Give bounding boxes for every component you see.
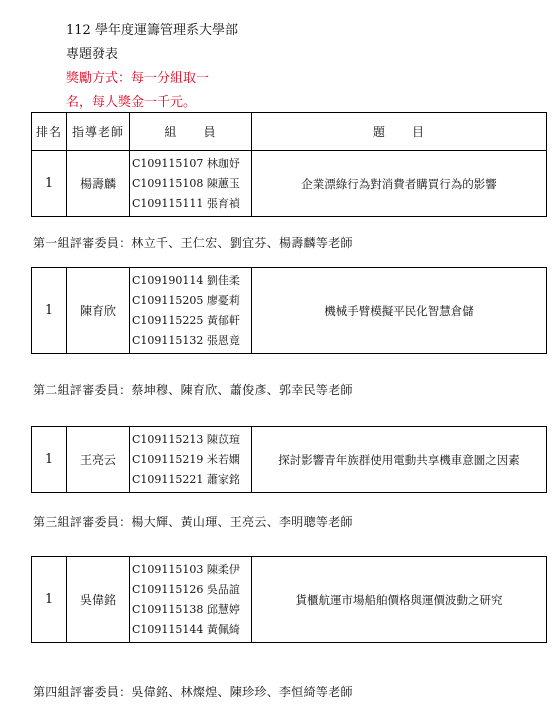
jury-line-group-2: 第二組評審委員：蔡坤穆、陳育欣、蕭俊彥、郭幸民等老師 [33,383,353,397]
member-entry: C109190114 劉佳柔 [132,274,240,287]
members-cell [130,268,252,354]
results-table-group-3 [31,426,547,493]
award-rule-line-1: 獎勵方式：每一分組取一 [66,71,210,86]
advisor-cell: 吳偉銘 [67,557,130,643]
advisor-cell: 王亮云 [67,427,130,493]
table-header-row [32,113,547,151]
rank-cell: 1 [32,151,67,217]
column-header-members: 組 員 [130,113,252,151]
table-row [32,151,547,217]
members-cell [130,151,252,217]
topic-cell: 企業漂綠行為對消費者購買行為的影響 [252,151,547,217]
member-entry: C109115138 邱慧婷 [132,603,240,616]
results-table-group-1 [31,112,547,217]
members-cell [130,557,252,643]
jury-line-group-1: 第一組評審委員：林立千、王仁宏、劉宜芬、楊壽麟等老師 [33,236,353,250]
advisor-cell: 陳育欣 [67,268,130,354]
table-row [32,268,547,354]
doc-title: 112 學年度運籌管理系大學部 [66,23,238,38]
member-entry: C109115126 吳品誼 [132,583,240,596]
column-header-topic: 題 目 [252,113,547,151]
member-entry: C109115107 林珈妤 [132,157,240,170]
member-entry: C109115219 米若嫻 [132,453,240,466]
member-entry: C109115108 陳蕙玉 [132,177,240,190]
column-header-rank: 排名 [32,113,67,151]
member-entry: C109115225 黃郁軒 [132,314,240,327]
rank-cell: 1 [32,427,67,493]
topic-cell: 探討影響青年族群使用電動共享機車意圖之因素 [252,427,547,493]
jury-line-group-3: 第三組評審委員：楊大輝、黃山琿、王亮云、李明聰等老師 [33,515,353,529]
doc-subtitle: 專題發表 [66,47,119,62]
rank-cell: 1 [32,557,67,643]
table-row [32,557,547,643]
member-entry: C109115144 黃佩綺 [132,623,240,636]
member-entry: C109115132 張恩竟 [132,334,240,347]
member-entry: C109115221 蕭家銘 [132,473,240,486]
member-entry: C109115111 張育禎 [132,197,240,210]
member-entry: C109115213 陳苡瑄 [132,433,240,446]
topic-cell: 貨櫃航運市場船舶價格與運價波動之研究 [252,557,547,643]
column-header-advisor: 指導老師 [67,113,130,151]
results-table-group-4 [31,556,547,643]
jury-line-group-4: 第四組評審委員：吳偉銘、林燦煌、陳珍珍、李恒綺等老師 [33,685,353,699]
topic-cell: 機械手臂模擬平民化智慧倉儲 [252,268,547,354]
table-row [32,427,547,493]
award-rule-line-2: 名，每人獎金一千元。 [66,95,197,110]
member-entry: C109115103 陳柔伊 [132,563,240,576]
results-table-group-2 [31,267,547,354]
member-entry: C109115205 廖憂莉 [132,294,240,307]
rank-cell: 1 [32,268,67,354]
members-cell [130,427,252,493]
advisor-cell: 楊壽麟 [67,151,130,217]
